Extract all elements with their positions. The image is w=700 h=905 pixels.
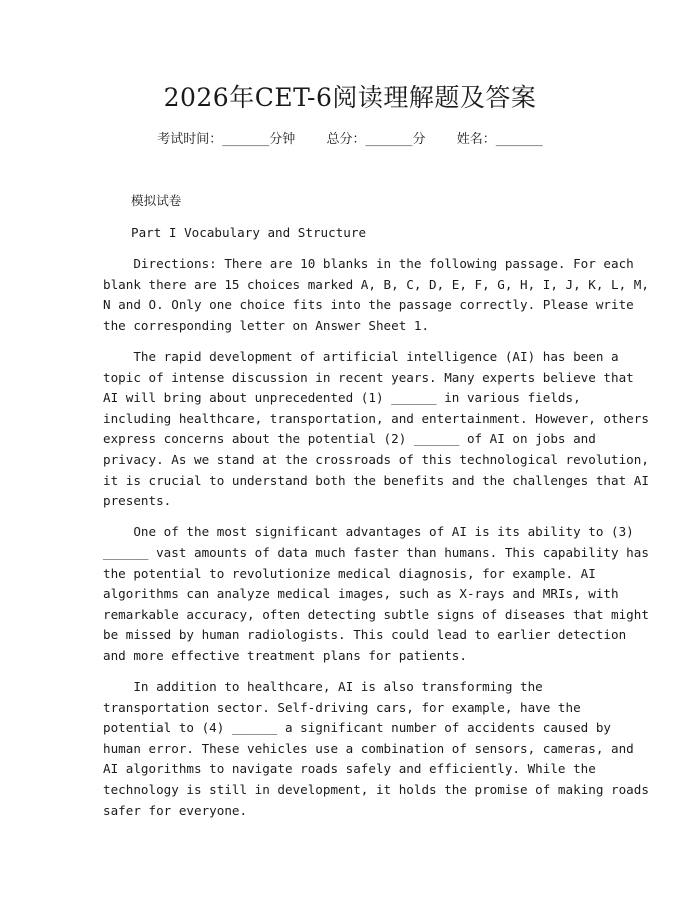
paragraph-line: topic of intense discussion in recent years. Many experts believe that — [103, 369, 634, 385]
exam-info-line: 考试时间：______分钟 总分：______分 姓名：______ — [157, 132, 543, 147]
paragraph-line: including healthcare, transportation, and entertainment. However, others — [103, 410, 649, 426]
paragraph-line: human error. These vehicles use a combination of sensors, cameras, and — [103, 740, 634, 756]
paragraph-line: technology is still in development, it holds the promise of making roads — [103, 781, 649, 797]
paragraph-line: and more effective treatment plans for patients. — [103, 647, 467, 663]
paragraph-line: be missed by human radiologists. This could lead to earlier detection — [103, 627, 627, 643]
paragraph-transportation — [103, 677, 649, 821]
paragraph-directions — [103, 254, 649, 336]
paragraph-line: privacy. As we stand at the crossroads of this technological revolution, — [103, 452, 649, 468]
paragraph-ai-advantages — [103, 522, 649, 666]
paragraph-line: it is crucial to understand both the benefits and the challenges that AI — [103, 472, 649, 488]
paragraph-line: N and O. Only one choice fits into the passage correctly. Please write — [103, 297, 634, 313]
part-heading: Part I Vocabulary and Structure — [131, 224, 367, 240]
document-title: 2026年CET-6阅读理解题及答案 — [163, 83, 537, 112]
paragraph-line: blank there are 15 choices marked A, B, C, D, E, F, G, H, I, J, K, L, M, — [103, 276, 649, 292]
paragraph-line: express concerns about the potential (2) ______ of AI on jobs and — [103, 431, 596, 447]
document-body — [103, 191, 649, 821]
paragraph-line: algorithms can analyze medical images, such as X-rays and MRIs, with — [103, 586, 619, 602]
paragraph-line: The rapid development of artificial intelligence (AI) has been a — [103, 349, 619, 365]
paragraph-line: potential to (4) ______ a significant number of accidents caused by — [103, 720, 611, 736]
paragraph-line: Directions: There are 10 blanks in the following passage. For each — [103, 256, 634, 272]
paragraph-line: transportation sector. Self-driving cars, for example, have the — [103, 699, 581, 715]
paragraph-line: ______ vast amounts of data much faster than humans. This capability has — [103, 544, 649, 560]
paragraph-line: One of the most significant advantages of AI is its ability to (3) — [103, 524, 634, 540]
paragraph-line: safer for everyone. — [103, 802, 248, 818]
paragraph-line: remarkable accuracy, often detecting subtle signs of diseases that might — [103, 606, 649, 622]
paragraph-ai-intro — [103, 347, 649, 512]
paragraph-line: the corresponding letter on Answer Sheet 1. — [103, 317, 430, 333]
paragraph-line: the potential to revolutionize medical diagnosis, for example. AI — [103, 565, 596, 581]
paragraph-line: AI will bring about unprecedented (1) ______ in various fields, — [103, 390, 581, 406]
paragraph-line: In addition to healthcare, AI is also transforming the — [103, 678, 543, 694]
paragraph-line: AI algorithms to navigate roads safely and efficiently. While the — [103, 761, 596, 777]
section-label: 模拟试卷 — [131, 193, 182, 208]
paragraph-line: presents. — [103, 493, 172, 509]
